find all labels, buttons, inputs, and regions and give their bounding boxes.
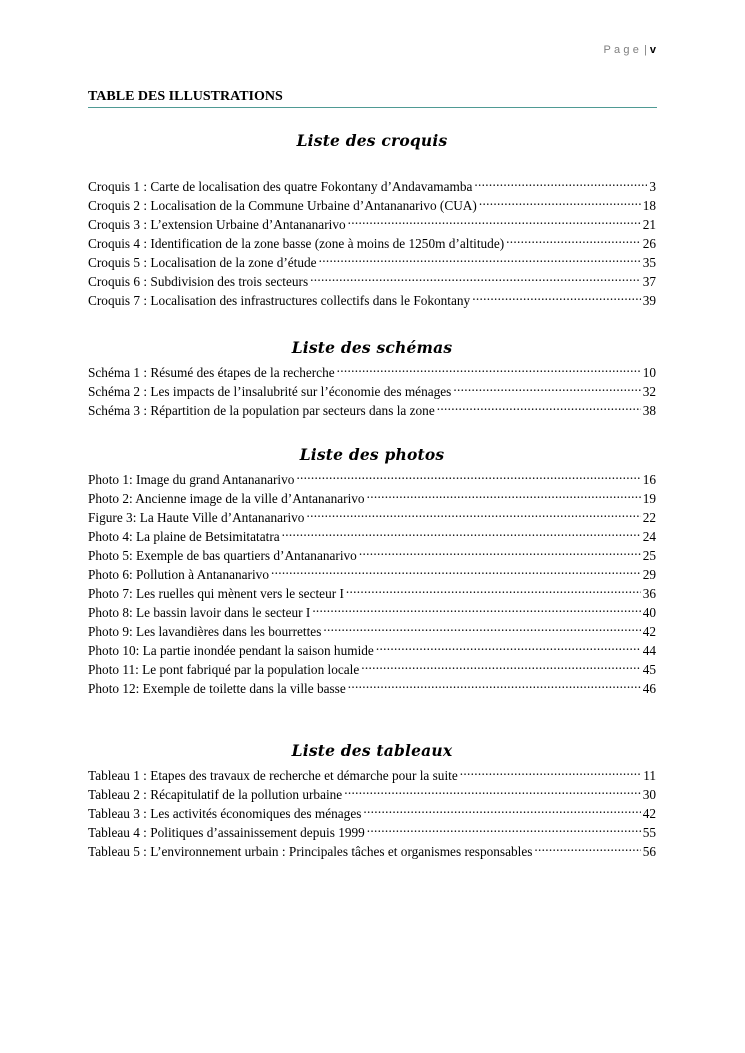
dot-leader — [474, 172, 647, 191]
dot-leader — [306, 503, 640, 522]
entry-label: Tableau 1 : Etapes des travaux de recherche et démarche pour la suite — [88, 768, 458, 783]
entry-label: Croquis 5 : Localisation de la zone d’étude — [88, 255, 317, 270]
dot-leader — [312, 598, 640, 617]
dot-leader — [348, 210, 641, 229]
toc-entry[interactable] — [88, 172, 656, 194]
dot-leader — [367, 818, 641, 837]
entry-page-number: 32 — [642, 384, 656, 399]
entry-page-number: 35 — [642, 255, 656, 270]
entry-label: Photo 11: Le pont fabriqué par la population locale — [88, 662, 360, 677]
entry-page-number: 42 — [642, 806, 656, 821]
entry-page-number: 18 — [642, 198, 656, 213]
entry-page-number: 22 — [642, 510, 656, 525]
page-header — [604, 44, 656, 56]
entry-list — [88, 465, 656, 696]
entry-page-number: 3 — [649, 179, 656, 194]
dot-leader — [367, 484, 641, 503]
section-heading: Liste des croquis — [296, 131, 448, 150]
entry-page-number: 16 — [642, 472, 656, 487]
entry-page-number: 11 — [643, 768, 656, 783]
dot-leader — [479, 191, 641, 210]
dot-leader — [282, 522, 641, 541]
entry-label: Tableau 2 : Récapitulatif de la pollution urbaine — [88, 787, 343, 802]
section-tableaux — [88, 741, 656, 859]
toc-entry[interactable] — [88, 358, 656, 380]
entry-label: Schéma 3 : Répartition de la population par secteurs dans la zone — [88, 403, 435, 418]
dot-leader — [453, 377, 640, 396]
entry-label: Schéma 1 : Résumé des étapes de la recherche — [88, 365, 335, 380]
entry-list — [88, 358, 656, 418]
document-title: TABLE DES ILLUSTRATIONS — [88, 89, 657, 108]
entry-page-number: 39 — [642, 293, 656, 308]
entry-label: Figure 3: La Haute Ville d’Antananarivo — [88, 510, 305, 525]
dot-leader — [437, 396, 641, 415]
header-separator: | — [644, 44, 647, 56]
entry-page-number: 21 — [642, 217, 656, 232]
entry-list — [88, 172, 656, 308]
entry-label: Photo 6: Pollution à Antananarivo — [88, 567, 269, 582]
toc-entry[interactable] — [88, 761, 656, 783]
toc-entry[interactable] — [88, 465, 656, 487]
entry-label: Photo 7: Les ruelles qui mènent vers le secteur I — [88, 586, 344, 601]
dot-leader — [346, 579, 641, 598]
dot-leader — [310, 267, 641, 286]
section-heading: Liste des schémas — [291, 338, 453, 357]
dot-leader — [344, 780, 640, 799]
entry-label: Photo 12: Exemple de toilette dans la ville basse — [88, 681, 346, 696]
page-number: v — [649, 44, 656, 56]
entry-label: Tableau 5 : L’environnement urbain : Principales tâches et organismes responsables — [88, 844, 533, 859]
entry-label: Photo 10: La partie inondée pendant la saison humide — [88, 643, 374, 658]
dot-leader — [376, 636, 641, 655]
entry-label: Tableau 4 : Politiques d’assainissement depuis 1999 — [88, 825, 365, 840]
entry-label: Schéma 2 : Les impacts de l’insalubrité sur l’économie des ménages — [88, 384, 452, 399]
entry-page-number: 25 — [642, 548, 656, 563]
entry-label: Photo 1: Image du grand Antananarivo — [88, 472, 295, 487]
entry-label: Croquis 4 : Identification de la zone basse (zone à moins de 1250m d’altitude) — [88, 236, 505, 251]
dot-leader — [271, 560, 641, 579]
entry-label: Photo 2: Ancienne image de la ville d’Antananarivo — [88, 491, 365, 506]
entry-label: Croquis 1 : Carte de localisation des quatre Fokontany d’Andavamamba — [88, 179, 473, 194]
entry-page-number: 26 — [642, 236, 656, 251]
entry-page-number: 30 — [642, 787, 656, 802]
entry-page-number: 45 — [642, 662, 656, 677]
section-croquis — [88, 131, 656, 308]
entry-page-number: 44 — [642, 643, 656, 658]
dot-leader — [319, 248, 641, 267]
dot-leader — [359, 541, 641, 560]
dot-leader — [323, 617, 640, 636]
entry-page-number: 19 — [642, 491, 656, 506]
entry-label: Croquis 3 : L’extension Urbaine d’Antananarivo — [88, 217, 346, 232]
entry-label: Photo 9: Les lavandières dans les bourrettes — [88, 624, 322, 639]
entry-label: Croquis 2 : Localisation de la Commune Urbaine d’Antananarivo (CUA) — [88, 198, 477, 213]
entry-page-number: 10 — [642, 365, 656, 380]
dot-leader — [348, 674, 641, 693]
section-photos — [88, 445, 656, 696]
entry-page-number: 37 — [642, 274, 656, 289]
entry-label: Photo 8: Le bassin lavoir dans le secteur I — [88, 605, 311, 620]
entry-page-number: 42 — [642, 624, 656, 639]
entry-label: Tableau 3 : Les activités économiques des ménages — [88, 806, 362, 821]
entry-page-number: 29 — [642, 567, 656, 582]
section-heading: Liste des tableaux — [291, 741, 453, 760]
dot-leader — [534, 837, 640, 856]
dot-leader — [361, 655, 640, 674]
entry-label: Croquis 6 : Subdivision des trois secteurs — [88, 274, 309, 289]
section-heading: Liste des photos — [299, 445, 445, 464]
entry-list — [88, 761, 656, 859]
dot-leader — [363, 799, 640, 818]
entry-page-number: 55 — [642, 825, 656, 840]
entry-page-number: 40 — [642, 605, 656, 620]
section-schemas — [88, 338, 656, 418]
entry-page-number: 56 — [642, 844, 656, 859]
dot-leader — [460, 761, 641, 780]
entry-page-number: 38 — [642, 403, 656, 418]
dot-leader — [337, 358, 641, 377]
entry-label: Photo 4: La plaine de Betsimitatatra — [88, 529, 280, 544]
entry-page-number: 46 — [642, 681, 656, 696]
dot-leader — [506, 229, 641, 248]
entry-label: Croquis 7 : Localisation des infrastructures collectifs dans le Fokontany — [88, 293, 471, 308]
page-word: Page — [603, 44, 643, 56]
dot-leader — [296, 465, 640, 484]
dot-leader — [472, 286, 641, 305]
entry-label: Photo 5: Exemple de bas quartiers d’Antananarivo — [88, 548, 357, 563]
entry-page-number: 24 — [642, 529, 656, 544]
entry-page-number: 36 — [642, 586, 656, 601]
